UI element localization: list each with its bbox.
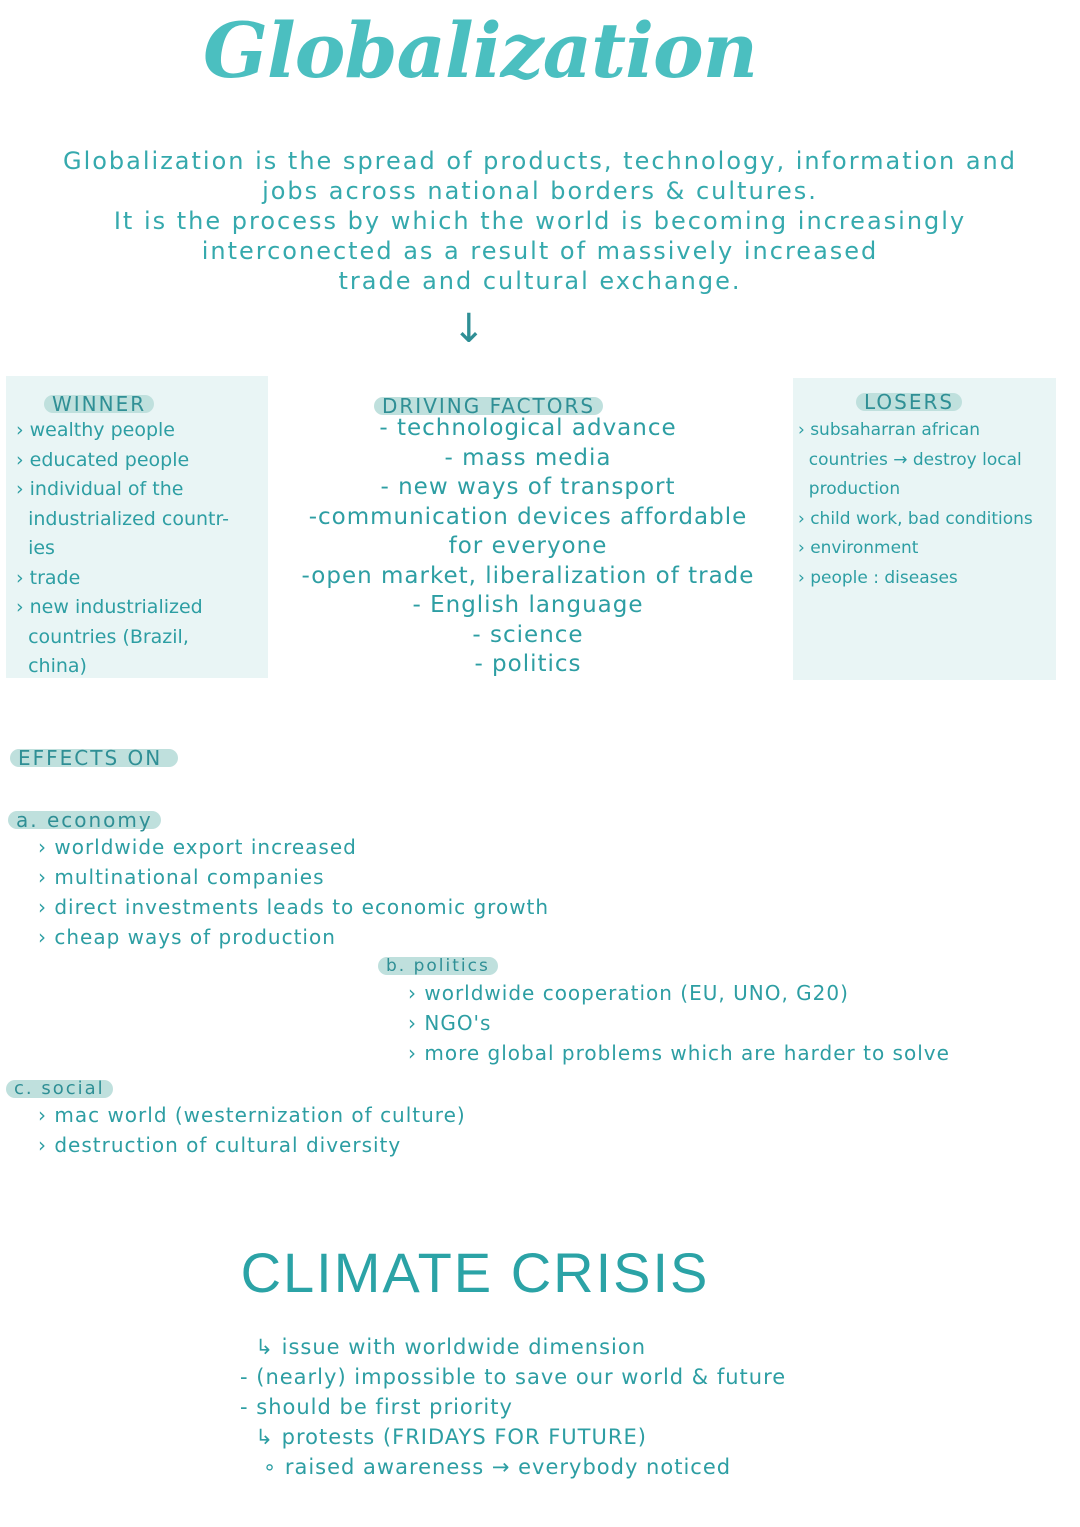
list-item: › new industrialized: [16, 596, 203, 618]
list-item: - technological advance: [379, 415, 677, 441]
list-item: ↳ protests (FRIDAYS FOR FUTURE): [240, 1425, 647, 1449]
economy-list: [38, 832, 549, 952]
list-item: - politics: [474, 651, 582, 677]
economy-heading-label: a. economy: [8, 811, 161, 829]
effects-heading-label: EFFECTS ON: [10, 749, 178, 767]
list-item: › mac world (westernization of culture): [38, 1103, 466, 1127]
politics-list: [408, 978, 950, 1068]
intro-line: jobs across national borders & cultures.: [262, 177, 818, 205]
social-list: [38, 1100, 466, 1160]
list-item: › child work, bad conditions: [798, 508, 1033, 529]
list-item: - (nearly) impossible to save our world & future: [240, 1365, 787, 1389]
list-item: › cheap ways of production: [38, 925, 336, 949]
social-heading-label: c. social: [6, 1080, 113, 1098]
climate-title: CLIMATE CRISIS: [240, 1241, 710, 1304]
down-arrow-icon: ↓: [452, 306, 486, 352]
winner-heading-label: WINNER: [44, 395, 154, 413]
list-item: › educated people: [16, 448, 190, 471]
list-item: › multinational companies: [38, 865, 325, 889]
list-item: for everyone: [448, 533, 608, 559]
list-item: › worldwide cooperation (EU, UNO, G20): [408, 981, 849, 1005]
list-item: production: [798, 479, 901, 499]
list-item: › more global problems which are harder to solve: [408, 1041, 950, 1065]
list-item: › environment: [798, 538, 919, 558]
losers-heading: [856, 390, 962, 414]
list-item: › subsaharran african: [798, 420, 981, 440]
list-item: › destruction of cultural diversity: [38, 1133, 402, 1157]
list-item: › individual of the: [16, 478, 184, 500]
intro-line: Globalization is the spread of products, technology, information and: [62, 147, 1017, 175]
list-item: › direct investments leads to economic growth: [38, 895, 550, 919]
list-item: -communication devices affordable: [308, 503, 748, 530]
page-title: Globalization: [203, 6, 757, 95]
list-item: -open market, liberalization of trade: [301, 562, 755, 589]
losers-list: [798, 416, 1033, 593]
effects-heading: [10, 746, 178, 770]
winner-heading: [44, 392, 154, 416]
list-item: - should be first priority: [240, 1395, 513, 1419]
list-item: › trade: [16, 566, 81, 589]
list-item: ∘ raised awareness → everybody noticed: [240, 1455, 732, 1479]
driving-factors-list: [268, 414, 788, 680]
list-item: › worldwide export increased: [38, 835, 357, 859]
list-item: countries (Brazil,: [16, 625, 189, 648]
social-heading: [6, 1078, 113, 1099]
list-item: - new ways of transport: [380, 474, 676, 500]
list-item: - mass media: [444, 444, 612, 471]
intro-line: trade and cultural exchange.: [338, 267, 742, 295]
list-item: ↳ issue with worldwide dimension: [240, 1335, 647, 1359]
intro-line: interconected as a result of massively increased: [201, 237, 879, 265]
list-item: ies: [16, 537, 55, 559]
list-item: china): [16, 655, 87, 677]
list-item: - English language: [412, 592, 644, 618]
list-item: - science: [472, 621, 584, 648]
losers-heading-label: LOSERS: [856, 393, 962, 411]
climate-list: [240, 1332, 786, 1482]
list-item: countries → destroy local: [798, 449, 1022, 470]
list-item: › NGO's: [408, 1011, 492, 1035]
list-item: › people : diseases: [798, 567, 958, 588]
intro-paragraph: [60, 146, 1020, 296]
intro-line: It is the process by which the world is becoming increasingly: [113, 207, 967, 235]
economy-heading: [8, 808, 161, 832]
winner-list: [16, 416, 229, 682]
driving-factors-heading-label: DRIVING FACTORS: [374, 397, 603, 415]
list-item: industrialized countr-: [16, 507, 229, 530]
politics-heading: [378, 956, 498, 976]
politics-heading-label: b. politics: [378, 957, 498, 975]
list-item: › wealthy people: [16, 419, 175, 441]
